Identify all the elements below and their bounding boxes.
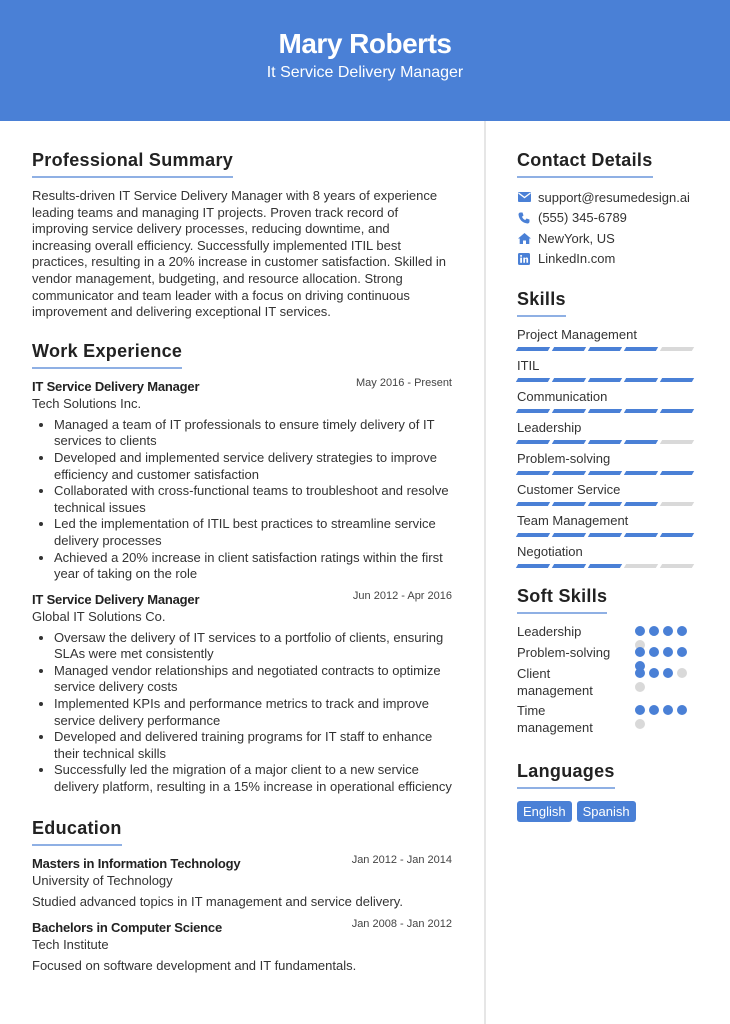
- skill-bar-segment: [588, 347, 622, 351]
- skill-label: Customer Service: [517, 482, 621, 497]
- skill-bar-segment: [624, 533, 658, 537]
- skill-bar-segment: [624, 564, 658, 568]
- skill-rating-bar: [517, 378, 707, 382]
- skill-item: [517, 513, 707, 537]
- job-company: Tech Solutions Inc.: [32, 395, 142, 411]
- skill-bar-segment: [660, 533, 694, 537]
- skill-bar-segment: [516, 347, 550, 351]
- soft-skill-rating-dots: [635, 668, 687, 692]
- school: Tech Institute: [32, 936, 109, 952]
- skill-bar-segment: [552, 440, 586, 444]
- skill-item: [517, 327, 707, 351]
- education-entry: [32, 853, 452, 910]
- skill-label: Negotiation: [517, 544, 583, 559]
- job-dates: Jun 2012 - Apr 2016: [352, 589, 452, 602]
- rating-dot: [635, 668, 645, 678]
- skill-item: [517, 420, 707, 444]
- skill-item: [517, 544, 707, 568]
- rating-dot: [663, 668, 673, 678]
- skill-item: [517, 389, 707, 413]
- education-description: Focused on software development and IT fundamentals.: [32, 957, 357, 973]
- soft-skill-label: Leadership: [517, 624, 582, 639]
- job-bullet: • Collaborated with cross-functional teams to troubleshoot and resolve technical issues: [54, 483, 452, 516]
- soft-skill-label: Problem-solving: [517, 645, 611, 660]
- contact-location: [517, 228, 707, 249]
- skill-label: Project Management: [517, 327, 637, 342]
- job-bullet: • Achieved a 20% increase in client satisfaction ratings within the first year of taking on the role: [54, 550, 452, 583]
- skill-bar-segment: [588, 471, 622, 475]
- skill-bar-segment: [660, 378, 694, 382]
- soft-skill-label: Time management: [517, 703, 593, 735]
- skill-rating-bar: [517, 440, 707, 444]
- job-dates: May 2016 - Present: [356, 376, 452, 389]
- skill-bar-segment: [624, 471, 658, 475]
- skill-bar-segment: [624, 440, 658, 444]
- skill-bar-segment: [552, 502, 586, 506]
- skill-rating-bar: [517, 533, 707, 537]
- column-divider: [484, 121, 486, 1024]
- job-bullet: • Oversaw the delivery of IT services to a portfolio of clients, ensuring SLAs were met consistently: [54, 630, 452, 663]
- rating-dot: [635, 626, 645, 636]
- skill-bar-segment: [588, 409, 622, 413]
- contact-linkedin[interactable]: [517, 249, 707, 270]
- contact-text: NewYork, US: [538, 230, 615, 246]
- degree: Bachelors in Computer Science: [32, 919, 222, 935]
- job-bullet: • Managed vendor relationships and negotiated contracts to optimize service delivery costs: [54, 663, 452, 696]
- skill-item: [517, 358, 707, 382]
- job-entry: [32, 589, 452, 796]
- contact-text: (555) 345-6789: [538, 210, 627, 226]
- job-bullet: • Developed and delivered training programs for IT staff to enhance their technical skills: [54, 729, 452, 762]
- section-title: Soft Skills: [517, 586, 607, 614]
- job-bullet: • Successfully led the migration of a major client to a new service delivery platform, resulting in a 15% increase in operational efficiency: [54, 762, 452, 795]
- skill-bar-segment: [660, 347, 694, 351]
- skill-bar-segment: [624, 409, 658, 413]
- rating-dot: [649, 647, 659, 657]
- job-bullets: [32, 630, 452, 796]
- contact-text: LinkedIn.com: [538, 251, 616, 267]
- phone-icon: [517, 211, 531, 225]
- school: University of Technology: [32, 872, 173, 888]
- job-bullets: [32, 417, 452, 583]
- skill-item: [517, 482, 707, 506]
- home-icon: [517, 231, 531, 245]
- skill-bar-segment: [516, 471, 550, 475]
- skill-bar-segment: [660, 564, 694, 568]
- skill-bar-segment: [588, 564, 622, 568]
- rating-dot: [635, 719, 645, 729]
- education-entry: [32, 917, 452, 974]
- skill-bar-segment: [516, 564, 550, 568]
- skill-bar-segment: [660, 471, 694, 475]
- contact-text: support@resumedesign.ai: [538, 189, 690, 205]
- envelope-icon: [517, 190, 531, 204]
- skill-rating-bar: [517, 564, 707, 568]
- soft-skill-label: Client management: [517, 666, 593, 698]
- soft-skill-item: [517, 623, 707, 644]
- languages-section: [517, 761, 707, 822]
- section-title: Education: [32, 818, 122, 846]
- soft-skill-item: [517, 665, 707, 702]
- rating-dot: [677, 668, 687, 678]
- language-tag: Spanish: [577, 801, 636, 822]
- skill-bar-segment: [552, 564, 586, 568]
- language-tags: [517, 801, 707, 822]
- skill-item: [517, 451, 707, 475]
- skill-label: Problem-solving: [517, 451, 611, 466]
- rating-dot: [663, 647, 673, 657]
- soft-skill-item: [517, 702, 707, 739]
- skill-bar-segment: [552, 378, 586, 382]
- skill-rating-bar: [517, 471, 707, 475]
- section-title: Work Experience: [32, 341, 182, 369]
- skill-bar-segment: [516, 533, 550, 537]
- skill-bar-segment: [552, 347, 586, 351]
- section-title: Contact Details: [517, 150, 653, 178]
- rating-dot: [635, 647, 645, 657]
- skill-label: Team Management: [517, 513, 629, 528]
- skill-bar-segment: [588, 378, 622, 382]
- skill-rating-bar: [517, 347, 707, 351]
- soft-skill-rating-dots: [635, 705, 687, 729]
- skill-bar-segment: [516, 378, 550, 382]
- linkedin-icon: [517, 252, 531, 266]
- skill-bar-segment: [552, 533, 586, 537]
- education-section: [32, 818, 452, 974]
- education-dates: Jan 2012 - Jan 2014: [351, 853, 452, 866]
- skill-bar-segment: [624, 347, 658, 351]
- summary-section: [32, 150, 452, 321]
- rating-dot: [677, 647, 687, 657]
- degree: Masters in Information Technology: [32, 855, 241, 871]
- skill-label: ITIL: [517, 358, 540, 373]
- rating-dot: [649, 705, 659, 715]
- job-role: IT Service Delivery Manager: [32, 378, 200, 394]
- contact-section: [517, 150, 707, 269]
- main-column: [32, 150, 452, 974]
- skill-label: Leadership: [517, 420, 582, 435]
- job-bullet: • Implemented KPIs and performance metrics to track and improve service delivery performance: [54, 696, 452, 729]
- skill-bar-segment: [516, 409, 550, 413]
- rating-dot: [649, 626, 659, 636]
- section-title: Professional Summary: [32, 150, 233, 178]
- experience-section: [32, 341, 452, 796]
- skill-bar-segment: [552, 471, 586, 475]
- section-title: Languages: [517, 761, 615, 789]
- summary-text: Results-driven IT Service Delivery Manager with 8 years of experience leading teams and managing IT projects. Proven track record of improving service delivery processes, reducing downtime, and increasing overall efficiency. Successfully implemented ITIL best practices, resulting in a 20% increase in customer satisfaction. Skilled in vendor management, budgeting, and resource allocation. Strong communicator and team leader with a focus on driving continuous improvement and delivering exceptional IT services.: [32, 188, 447, 320]
- skill-bar-segment: [624, 502, 658, 506]
- soft-skill-item: [517, 644, 707, 665]
- skill-label: Communication: [517, 389, 608, 404]
- education-dates: Jan 2008 - Jan 2012: [351, 917, 452, 930]
- contact-email[interactable]: [517, 187, 707, 208]
- skill-bar-segment: [660, 440, 694, 444]
- rating-dot: [663, 626, 673, 636]
- rating-dot: [635, 705, 645, 715]
- rating-dot: [635, 682, 645, 692]
- skill-bar-segment: [660, 409, 694, 413]
- section-title: Skills: [517, 289, 566, 317]
- rating-dot: [677, 626, 687, 636]
- skill-bar-segment: [660, 502, 694, 506]
- skill-rating-bar: [517, 502, 707, 506]
- skills-section: [517, 289, 707, 568]
- skill-bar-segment: [588, 440, 622, 444]
- language-tag: English: [517, 801, 572, 822]
- job-bullet: • Developed and implemented service delivery strategies to improve efficiency and customer satisfaction: [54, 450, 452, 483]
- contact-phone[interactable]: [517, 208, 707, 229]
- skill-bar-segment: [588, 533, 622, 537]
- sidebar-column: [517, 150, 707, 822]
- job-company: Global IT Solutions Co.: [32, 608, 166, 624]
- job-entry: [32, 376, 452, 583]
- skill-rating-bar: [517, 409, 707, 413]
- skill-bar-segment: [624, 378, 658, 382]
- education-description: Studied advanced topics in IT management and service delivery.: [32, 893, 403, 909]
- skill-bar-segment: [516, 502, 550, 506]
- rating-dot: [663, 705, 673, 715]
- soft-skills-section: [517, 586, 707, 739]
- skill-bar-segment: [516, 440, 550, 444]
- resume-header: [0, 0, 730, 121]
- job-bullet: • Managed a team of IT professionals to ensure timely delivery of IT services to clients: [54, 417, 452, 450]
- skill-bar-segment: [588, 502, 622, 506]
- candidate-name: Mary Roberts: [278, 28, 452, 59]
- job-role: IT Service Delivery Manager: [32, 591, 200, 607]
- job-bullet: • Led the implementation of ITIL best practices to streamline service delivery processes: [54, 516, 452, 549]
- rating-dot: [677, 705, 687, 715]
- rating-dot: [649, 668, 659, 678]
- skill-bar-segment: [552, 409, 586, 413]
- candidate-title: It Service Delivery Manager: [266, 64, 464, 81]
